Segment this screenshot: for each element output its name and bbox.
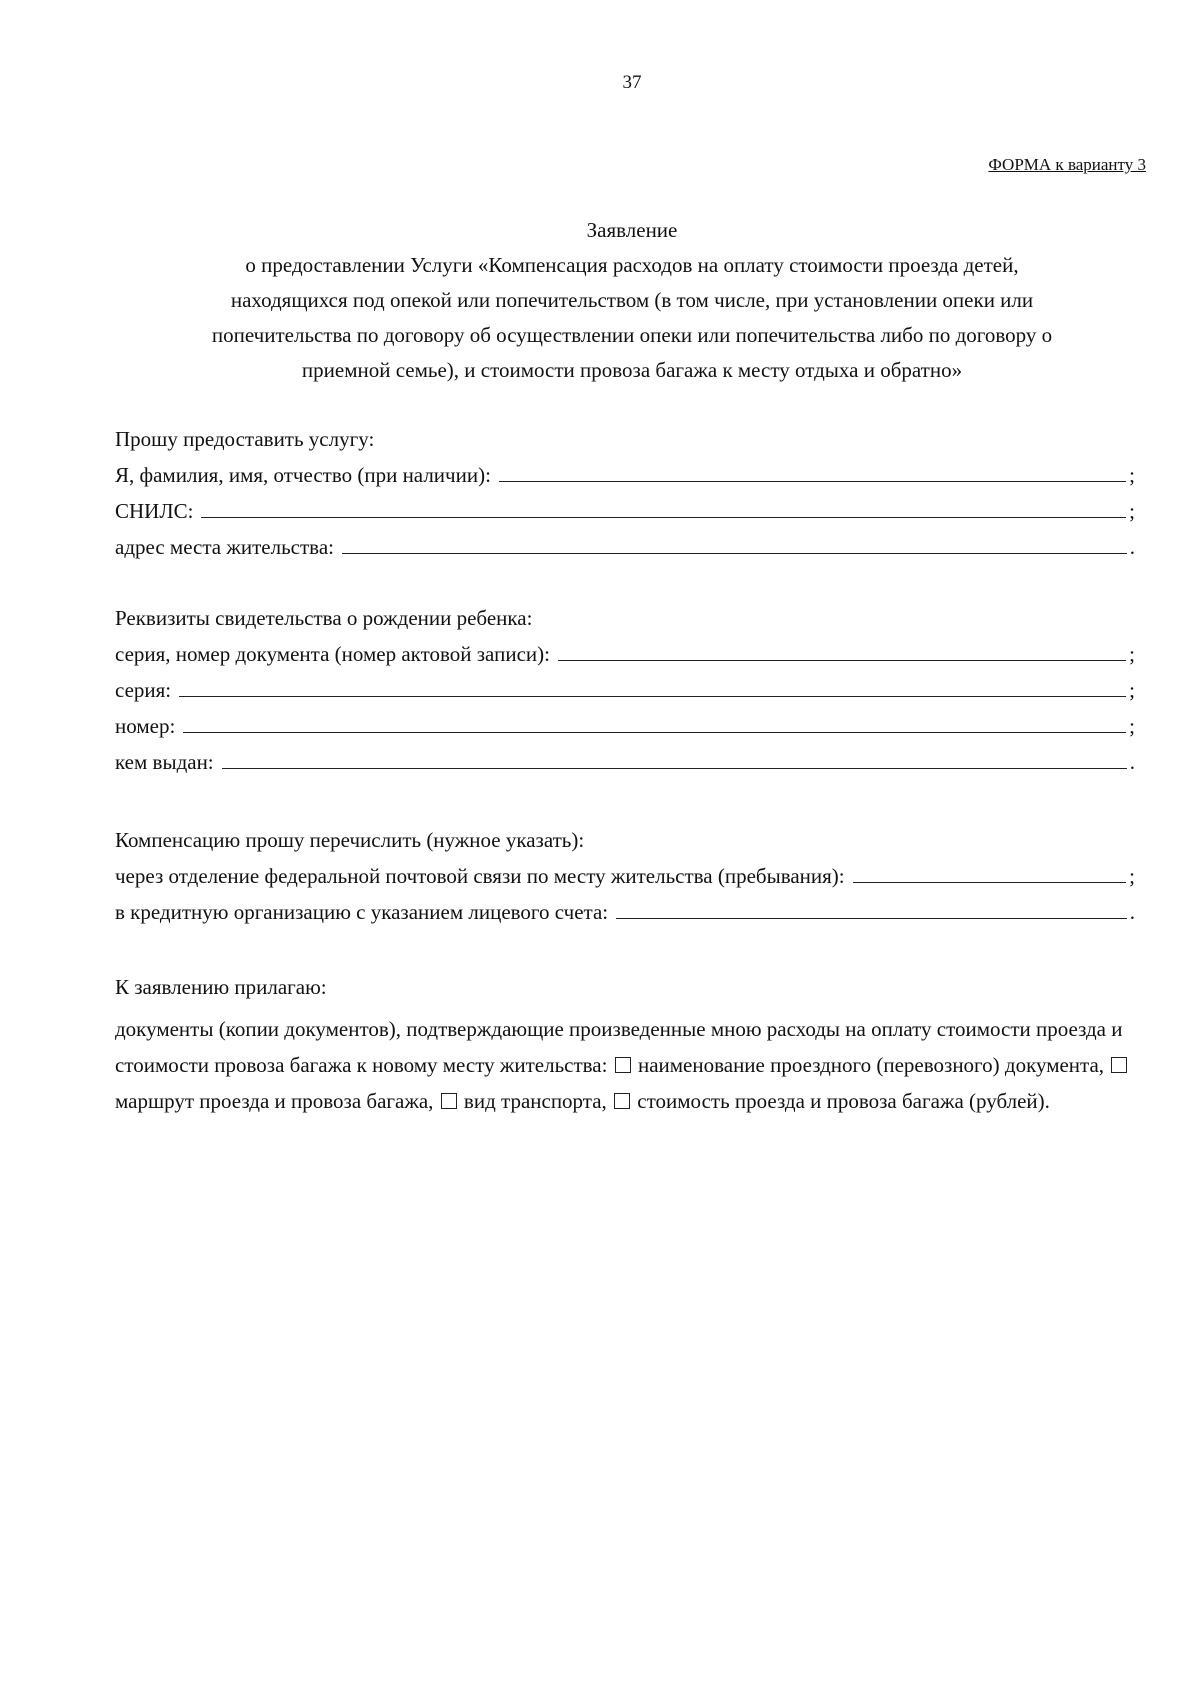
row-terminator: ; xyxy=(1129,499,1135,523)
page-number: 37 xyxy=(622,72,642,93)
bank-label: в кредитную организацию с указанием лицевого счета: xyxy=(115,900,609,924)
number-field[interactable] xyxy=(183,716,1126,733)
route-checkbox[interactable] xyxy=(1111,1057,1127,1073)
issued-by-row xyxy=(115,750,1135,786)
applicant-section xyxy=(115,427,1135,571)
row-terminator: ; xyxy=(1129,463,1135,487)
number-label: номер: xyxy=(115,714,176,738)
series-label: серия: xyxy=(115,678,172,702)
certificate-heading: Реквизиты свидетельства о рождении ребенка: xyxy=(115,606,533,630)
form-variant-label: ФОРМА к варианту 3 xyxy=(988,155,1146,174)
transport-type-checkbox[interactable] xyxy=(441,1093,457,1109)
ticket-name-checkbox[interactable] xyxy=(615,1057,631,1073)
title-line: о предоставлении Услуги «Компенсация расходов на оплату стоимости проезда детей, xyxy=(245,253,1019,277)
row-terminator: . xyxy=(1129,750,1135,774)
option-route: маршрут проезда и провоза багажа, xyxy=(115,1089,434,1113)
attachments-text: документы (копии документов), подтверждающие произведенные мною расходы на оплату стоимости проезда и стоимости провоза багажа к новому месту жительства: xyxy=(115,1017,1123,1077)
doc-number-field[interactable] xyxy=(558,644,1126,661)
cost-checkbox[interactable] xyxy=(614,1093,630,1109)
title-line: находящихся под опекой или попечительством (в том числе, при установлении опеки или xyxy=(230,288,1034,312)
option-transport-type: вид транспорта, xyxy=(463,1089,607,1113)
title-line: приемной семье), и стоимости провоза багажа к месту отдыха и обратно» xyxy=(301,358,963,382)
snils-field[interactable] xyxy=(201,501,1126,518)
row-terminator: ; xyxy=(1129,642,1135,666)
post-field[interactable] xyxy=(853,866,1127,883)
issued-by-field[interactable] xyxy=(222,752,1127,769)
document-title xyxy=(110,213,1154,388)
attachments-heading: К заявлению прилагаю: xyxy=(115,975,327,999)
row-terminator: ; xyxy=(1129,714,1135,738)
address-row xyxy=(115,535,1135,571)
row-terminator: . xyxy=(1129,535,1135,559)
certificate-section xyxy=(115,606,1135,786)
fio-row xyxy=(115,463,1135,499)
doc-number-label: серия, номер документа (номер актовой записи): xyxy=(115,642,550,666)
row-terminator: ; xyxy=(1129,678,1135,702)
compensation-section xyxy=(115,828,1135,936)
fio-field[interactable] xyxy=(499,465,1126,482)
bank-account-field[interactable] xyxy=(616,902,1127,919)
post-label: через отделение федеральной почтовой связи по месту жительства (пребывания): xyxy=(115,864,845,888)
title-line: попечительства по договору об осуществлении опеки или попечительства либо по договору о xyxy=(211,323,1053,347)
post-row xyxy=(115,864,1135,900)
compensation-heading: Компенсацию прошу перечислить (нужное указать): xyxy=(115,828,585,852)
number-row xyxy=(115,714,1135,750)
snils-row xyxy=(115,499,1135,535)
attachments-paragraph xyxy=(115,1011,1135,1119)
title-heading: Заявление xyxy=(586,218,678,242)
issued-by-label: кем выдан: xyxy=(115,750,214,774)
attachments-heading-row xyxy=(115,975,1135,1011)
series-row xyxy=(115,678,1135,714)
bank-row xyxy=(115,900,1135,936)
option-ticket-name: наименование проездного (перевозного) документа, xyxy=(637,1053,1105,1077)
doc-number-row xyxy=(115,642,1135,678)
fio-label: Я, фамилия, имя, отчество (при наличии): xyxy=(115,463,491,487)
applicant-intro-text: Прошу предоставить услугу: xyxy=(115,427,375,451)
row-terminator: ; xyxy=(1129,864,1135,888)
compensation-heading-row xyxy=(115,828,1135,864)
snils-label: СНИЛС: xyxy=(115,499,194,523)
series-field[interactable] xyxy=(179,680,1126,697)
applicant-intro xyxy=(115,427,1135,463)
option-cost: стоимость проезда и провоза багажа (рублей). xyxy=(637,1089,1050,1113)
row-terminator: . xyxy=(1129,900,1135,924)
address-field[interactable] xyxy=(342,537,1127,554)
address-label: адрес места жительства: xyxy=(115,535,334,559)
attachments-section xyxy=(115,975,1135,1119)
certificate-heading-row xyxy=(115,606,1135,642)
